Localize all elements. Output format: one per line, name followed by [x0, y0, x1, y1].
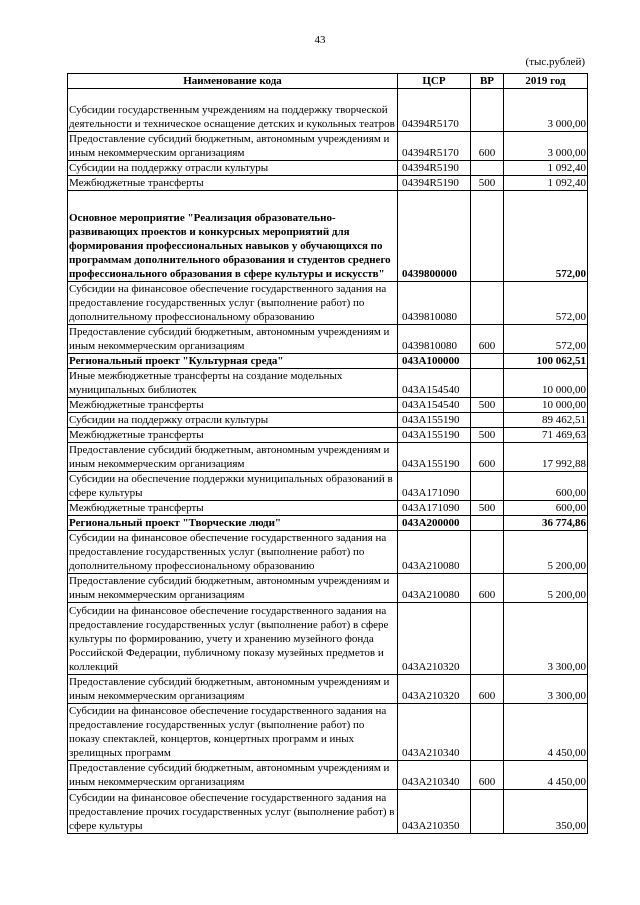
cell-csr — [398, 574, 471, 603]
table-row — [68, 574, 588, 603]
cell-vr — [471, 704, 504, 761]
cell-amount-text: 5 200,00 — [547, 589, 586, 601]
cell-amount — [504, 132, 588, 161]
table-row-section — [68, 191, 588, 282]
cell-amount-text: 10 000,00 — [542, 384, 586, 396]
cell-amount — [504, 531, 588, 574]
cell-name-line: Субсидии на поддержку отрасли культуры — [69, 162, 269, 174]
cell-csr — [398, 398, 471, 413]
cell-name-line: Субсидии на поддержку отрасли культуры — [69, 414, 269, 426]
cell-amount-text: 3 000,00 — [547, 147, 586, 159]
cell-name — [68, 176, 398, 191]
cell-vr — [471, 761, 504, 790]
cell-name-line: Межбюджетные трансферты — [69, 399, 204, 411]
cell-name-line: Предоставление субсидий бюджетным, автономным учреждениям и — [69, 575, 390, 587]
cell-amount — [504, 516, 588, 531]
cell-vr — [471, 161, 504, 176]
table-row — [68, 176, 588, 191]
cell-csr — [398, 603, 471, 675]
cell-vr-text: 600 — [478, 340, 496, 352]
header-csr: ЦСР — [398, 74, 471, 89]
cell-csr-text: 043A210320 — [402, 690, 460, 702]
cell-csr-text: 043A155190 — [402, 458, 460, 470]
cell-name-line: Субсидии на финансовое обеспечение государственного задания на — [69, 283, 387, 295]
cell-amount-text: 4 450,00 — [547, 776, 586, 788]
cell-amount-text: 1 092,40 — [547, 177, 586, 189]
cell-vr — [471, 443, 504, 472]
cell-name-line: Субсидии на финансовое обеспечение государственного задания на — [69, 705, 387, 717]
cell-amount — [504, 761, 588, 790]
table-row — [68, 282, 588, 325]
cell-csr-text: 043A154540 — [402, 384, 460, 396]
cell-name — [68, 531, 398, 574]
cell-vr — [471, 325, 504, 354]
cell-amount — [504, 354, 588, 369]
cell-amount — [504, 161, 588, 176]
cell-name-line: Предоставление субсидий бюджетным, автономным учреждениям и — [69, 133, 390, 145]
table-row — [68, 161, 588, 176]
cell-name — [68, 325, 398, 354]
cell-name-line: показу спектаклей, концертов, концертных программ и иных — [69, 733, 355, 745]
cell-name-line: дополнительному профессиональному образованию — [69, 311, 315, 323]
cell-name — [68, 89, 398, 132]
cell-name — [68, 790, 398, 834]
cell-amount — [504, 603, 588, 675]
cell-name-line: Иные межбюджетные трансферты на создание модельных — [69, 370, 343, 382]
cell-name — [68, 516, 398, 531]
cell-name — [68, 675, 398, 704]
cell-csr-text: 043A171090 — [402, 487, 460, 499]
table-row — [68, 132, 588, 161]
cell-amount — [504, 472, 588, 501]
cell-vr-text: 600 — [478, 776, 496, 788]
table-header-row — [68, 74, 588, 89]
cell-csr-text: 043A210080 — [402, 589, 460, 601]
cell-csr-text: 0439800000 — [402, 268, 457, 280]
cell-name — [68, 603, 398, 675]
cell-name-line: Межбюджетные трансферты — [69, 177, 204, 189]
cell-amount-text: 572,00 — [555, 268, 586, 280]
cell-vr-text: 600 — [478, 690, 496, 702]
table-row — [68, 603, 588, 675]
cell-csr — [398, 325, 471, 354]
cell-name-line: профессионального образования в сфере культуры и искусств" — [69, 268, 385, 280]
cell-name — [68, 132, 398, 161]
cell-name-line: сфере культуры — [69, 820, 143, 832]
cell-name-line: иным некоммерческим организациям — [69, 776, 245, 788]
cell-csr — [398, 443, 471, 472]
cell-amount — [504, 428, 588, 443]
cell-csr-text: 043A200000 — [402, 517, 460, 529]
cell-name — [68, 369, 398, 398]
cell-name-line: коллекций — [69, 661, 119, 673]
cell-name-line: дополнительному профессиональному образованию — [69, 560, 315, 572]
cell-name-line: зрелищных программ — [69, 747, 171, 759]
cell-amount-text: 572,00 — [555, 340, 586, 352]
cell-amount — [504, 443, 588, 472]
cell-csr-text: 0439810080 — [402, 311, 457, 323]
cell-csr — [398, 413, 471, 428]
table-row — [68, 761, 588, 790]
cell-name — [68, 704, 398, 761]
cell-name-line: Межбюджетные трансферты — [69, 502, 204, 514]
cell-name-line: Региональный проект "Культурная среда" — [69, 355, 284, 367]
page-number: 43 — [314, 34, 326, 46]
cell-vr — [471, 428, 504, 443]
cell-amount-text: 4 450,00 — [547, 747, 586, 759]
cell-vr — [471, 790, 504, 834]
table-row-section — [68, 354, 588, 369]
cell-csr — [398, 176, 471, 191]
cell-csr — [398, 501, 471, 516]
cell-csr-text: 04394R5170 — [402, 118, 459, 130]
cell-name — [68, 413, 398, 428]
cell-vr — [471, 413, 504, 428]
cell-name — [68, 501, 398, 516]
header-vr: ВР — [471, 74, 504, 89]
cell-csr — [398, 132, 471, 161]
table-row — [68, 501, 588, 516]
cell-name-line: Межбюджетные трансферты — [69, 429, 204, 441]
cell-amount — [504, 89, 588, 132]
cell-amount-text: 1 092,40 — [547, 162, 586, 174]
cell-csr — [398, 89, 471, 132]
cell-name-line: развивающих проектов и конкурсных мероприятий для — [69, 226, 350, 238]
cell-amount — [504, 325, 588, 354]
table-row — [68, 398, 588, 413]
cell-amount-text: 3 300,00 — [547, 661, 586, 673]
cell-csr-text: 043A210340 — [402, 776, 460, 788]
cell-csr — [398, 531, 471, 574]
cell-vr-text: 500 — [478, 502, 496, 514]
cell-vr — [471, 675, 504, 704]
cell-amount — [504, 369, 588, 398]
cell-name — [68, 398, 398, 413]
cell-name-line: предоставление прочих государственных услуг (выполнение работ) в — [69, 806, 395, 818]
cell-csr-text: 043A171090 — [402, 502, 460, 514]
cell-vr — [471, 603, 504, 675]
cell-csr — [398, 191, 471, 282]
cell-csr — [398, 369, 471, 398]
table-row — [68, 675, 588, 704]
cell-name-line: иным некоммерческим организациям — [69, 690, 245, 702]
cell-name — [68, 761, 398, 790]
cell-name — [68, 282, 398, 325]
cell-name-line: предоставление государственных услуг (выполнение работ) по — [69, 297, 365, 309]
cell-vr — [471, 574, 504, 603]
cell-amount-text: 17 992,88 — [542, 458, 586, 470]
cell-csr-text: 043A210320 — [402, 661, 460, 673]
cell-name-line: формирования профессиональных навыков у обучающихся по — [69, 240, 383, 252]
header-year: 2019 год — [504, 74, 588, 89]
budget-table — [67, 73, 588, 834]
cell-name — [68, 161, 398, 176]
table-row — [68, 790, 588, 834]
cell-amount-text: 71 469,63 — [542, 429, 586, 441]
table-row — [68, 472, 588, 501]
cell-amount-text: 10 000,00 — [542, 399, 586, 411]
cell-vr-text: 500 — [478, 177, 496, 189]
cell-amount-text: 89 462,51 — [542, 414, 586, 426]
cell-csr — [398, 472, 471, 501]
cell-csr-text: 043A154540 — [402, 399, 460, 411]
cell-name-line: сфере культуры — [69, 487, 143, 499]
cell-name-line: предоставление государственных услуг (выполнение работ) в сфере — [69, 619, 389, 631]
cell-name — [68, 428, 398, 443]
cell-csr — [398, 354, 471, 369]
cell-amount-text: 36 774,86 — [542, 517, 586, 529]
cell-amount — [504, 574, 588, 603]
cell-csr-text: 043A210080 — [402, 560, 460, 572]
cell-vr — [471, 354, 504, 369]
cell-amount-text: 3 300,00 — [547, 690, 586, 702]
cell-vr-text: 600 — [478, 147, 496, 159]
cell-csr-text: 043A210340 — [402, 747, 460, 759]
cell-name — [68, 354, 398, 369]
cell-csr — [398, 516, 471, 531]
cell-name — [68, 574, 398, 603]
cell-name-line: Субсидии на финансовое обеспечение государственного задания на — [69, 605, 387, 617]
cell-name-line: Предоставление субсидий бюджетным, автономным учреждениям и — [69, 676, 390, 688]
cell-name-line: иным некоммерческим организациям — [69, 147, 245, 159]
cell-csr — [398, 428, 471, 443]
cell-vr — [471, 282, 504, 325]
cell-name — [68, 443, 398, 472]
cell-csr — [398, 761, 471, 790]
cell-csr — [398, 675, 471, 704]
table-row — [68, 369, 588, 398]
cell-amount — [504, 176, 588, 191]
cell-name-line: Российской Федерации, публичному показу музейных предметов и — [69, 647, 384, 659]
cell-vr — [471, 398, 504, 413]
cell-vr — [471, 369, 504, 398]
cell-amount — [504, 413, 588, 428]
cell-vr-text: 600 — [478, 458, 496, 470]
cell-name-line: муниципальных библиотек — [69, 384, 197, 396]
table-row-section — [68, 516, 588, 531]
cell-amount — [504, 282, 588, 325]
table-row — [68, 413, 588, 428]
cell-csr-text: 043A155190 — [402, 429, 460, 441]
table-row — [68, 443, 588, 472]
cell-name-line: предоставление государственных услуг (выполнение работ) по — [69, 719, 365, 731]
header-name: Наименование кода — [68, 74, 398, 89]
cell-name-line: Субсидии на финансовое обеспечение государственного задания на — [69, 532, 387, 544]
cell-amount — [504, 501, 588, 516]
cell-name-line: иным некоммерческим организациям — [69, 340, 245, 352]
cell-vr — [471, 89, 504, 132]
cell-amount-text: 600,00 — [555, 487, 586, 499]
cell-vr-text: 600 — [478, 589, 496, 601]
cell-name-line: Субсидии на обеспечение поддержки муниципальных образований в — [69, 473, 393, 485]
cell-csr-text: 0439810080 — [402, 340, 457, 352]
cell-vr — [471, 132, 504, 161]
cell-amount-text: 100 062,51 — [536, 355, 586, 367]
cell-vr-text: 500 — [478, 399, 496, 411]
cell-vr — [471, 191, 504, 282]
cell-amount-text: 600,00 — [555, 502, 586, 514]
cell-amount-text: 572,00 — [555, 311, 586, 323]
cell-name — [68, 191, 398, 282]
cell-name-line: Субсидии на финансовое обеспечение государственного задания на — [69, 792, 387, 804]
cell-name-line: иным некоммерческим организациям — [69, 458, 245, 470]
cell-csr — [398, 282, 471, 325]
cell-amount — [504, 790, 588, 834]
cell-vr — [471, 516, 504, 531]
cell-amount-text: 350,00 — [555, 820, 586, 832]
table-row — [68, 325, 588, 354]
cell-csr — [398, 704, 471, 761]
table-row — [68, 428, 588, 443]
table-row — [68, 704, 588, 761]
table-row — [68, 89, 588, 132]
cell-name-line: Субсидии государственным учреждениям на поддержку творческой — [69, 104, 388, 116]
cell-amount — [504, 398, 588, 413]
cell-vr — [471, 176, 504, 191]
cell-name-line: Предоставление субсидий бюджетным, автономным учреждениям и — [69, 762, 390, 774]
cell-name-line: Региональный проект "Творческие люди" — [69, 517, 282, 529]
cell-name — [68, 472, 398, 501]
cell-name-line: Предоставление субсидий бюджетным, автономным учреждениям и — [69, 326, 390, 338]
cell-amount — [504, 191, 588, 282]
cell-name-line: культуры по формированию, учету и хранению музейного фонда — [69, 633, 374, 645]
cell-name-line: Основное мероприятие "Реализация образовательно- — [69, 212, 336, 224]
cell-vr-text: 500 — [478, 429, 496, 441]
cell-name-line: Предоставление субсидий бюджетным, автономным учреждениям и — [69, 444, 390, 456]
cell-amount-text: 5 200,00 — [547, 560, 586, 572]
cell-name-line: иным некоммерческим организациям — [69, 589, 245, 601]
cell-amount — [504, 704, 588, 761]
cell-name-line: деятельности и техническое оснащение детских и кукольных театров — [69, 118, 395, 130]
cell-csr-text: 043A210350 — [402, 820, 460, 832]
cell-csr-text: 04394R5170 — [402, 147, 459, 159]
cell-name-line: предоставление государственных услуг (выполнение работ) по — [69, 546, 365, 558]
units-label: (тыс.рублей) — [525, 56, 585, 68]
cell-csr-text: 043A100000 — [402, 355, 460, 367]
cell-csr-text: 04394R5190 — [402, 162, 459, 174]
cell-name-line: программам дополнительного образования и студентов среднего — [69, 254, 391, 266]
cell-csr — [398, 790, 471, 834]
cell-amount-text: 3 000,00 — [547, 118, 586, 130]
cell-vr — [471, 501, 504, 516]
cell-vr — [471, 472, 504, 501]
cell-csr-text: 04394R5190 — [402, 177, 459, 189]
table-body — [68, 89, 588, 834]
cell-csr-text: 043A155190 — [402, 414, 460, 426]
table-row — [68, 531, 588, 574]
cell-csr — [398, 161, 471, 176]
cell-amount — [504, 675, 588, 704]
cell-vr — [471, 531, 504, 574]
